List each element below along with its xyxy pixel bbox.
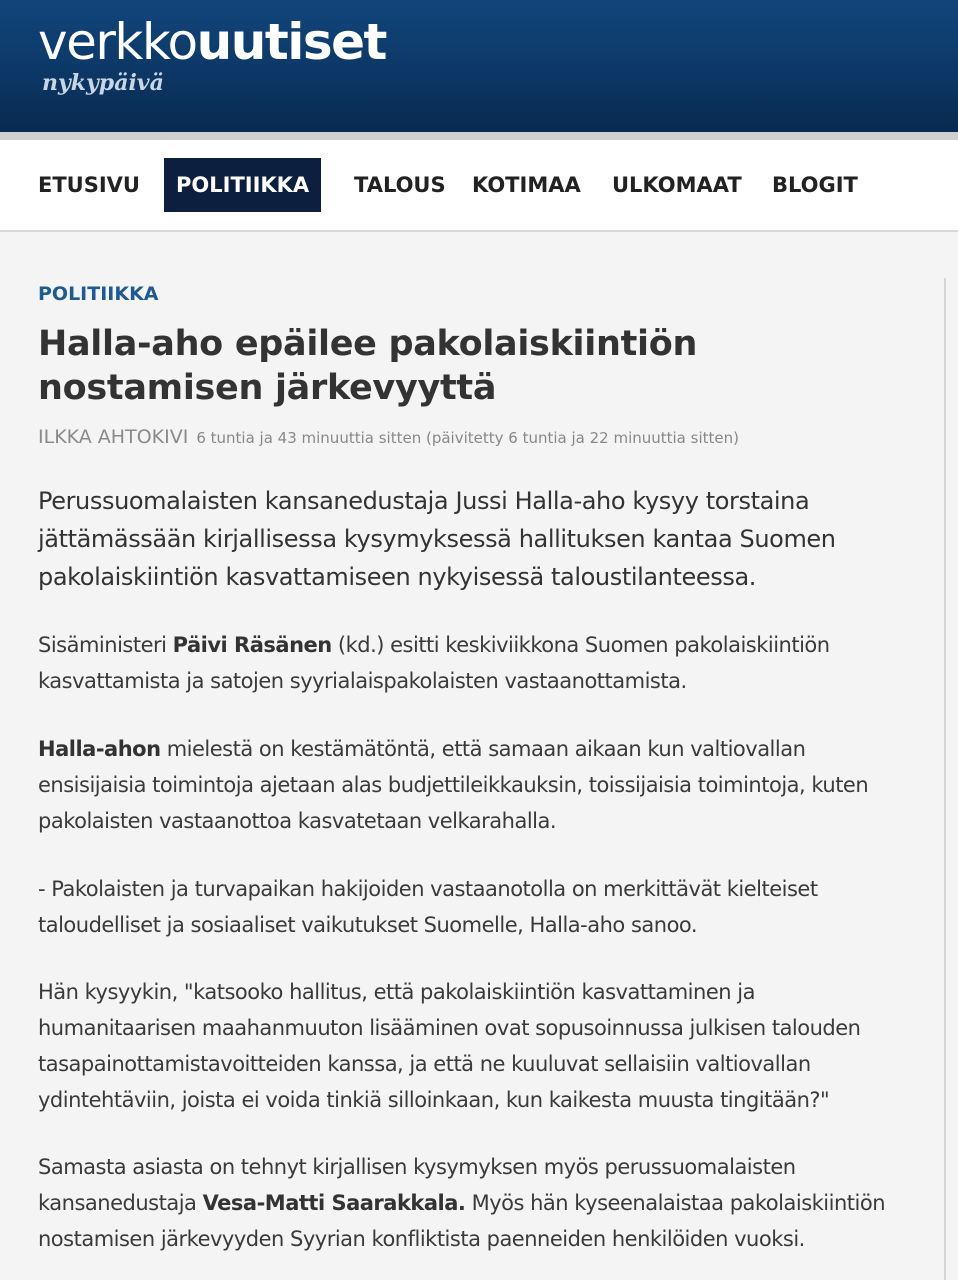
site-logo[interactable] xyxy=(38,12,386,72)
nav-item-ulkomaat[interactable]: ULKOMAAT xyxy=(612,173,742,197)
site-subbrand: nykypäivä xyxy=(42,70,164,96)
logo-text-bold: uutiset xyxy=(196,13,386,71)
paragraph-text: Sisäministeri xyxy=(38,633,173,657)
nav-item-kotimaa[interactable]: KOTIMAA xyxy=(472,173,581,197)
nav-item-blogit[interactable]: BLOGIT xyxy=(772,173,858,197)
logo-text-light: verkko xyxy=(38,13,197,71)
article-paragraph-1 xyxy=(38,627,918,699)
paragraph-text: Samasta asiasta on tehnyt kirjallisen kysymyksen myös perussuomalaisten kansanedustaja xyxy=(38,1155,796,1215)
person-name: Vesa-Matti Saarakkala. xyxy=(202,1191,466,1215)
nav-item-talous[interactable]: TALOUS xyxy=(354,173,446,197)
article-byline xyxy=(38,426,938,448)
person-name: Halla-ahon xyxy=(38,737,161,761)
person-name: Päivi Räsänen xyxy=(172,633,332,657)
article-lead: Perussuomalaisten kansanedustaja Jussi Halla-aho kysyy torstaina jättämässään kirjallisessa kysymyksessä hallituksen kantaa Suomen pakolaiskiintiön kasvattamiseen nykyisessä taloustilanteessa. xyxy=(38,487,836,591)
nav-item-etusivu[interactable]: ETUSIVU xyxy=(38,173,140,197)
paragraph-text: Myös hän kyseenalaistaa pakolaiskiintiön nostamisen järkevyyden Syyrian konfliktista paenneiden henkilöiden vuoksi. xyxy=(38,1191,885,1251)
article-paragraph-4: Hän kysyykin, "katsooko hallitus, että pakolaiskiintiön kasvattaminen ja humanitaarisen maahanmuuton lisääminen ovat sopusoinnussa julkisen talouden tasapainottamistavoitteiden kanssa, ja että ne kuuluvat sellaisiin valtiovallan ydintehtäviin, joista ei voida tinkiä silloinkaan, kun kaikesta muusta tingitään?" xyxy=(38,980,861,1112)
article-timestamp: 6 tuntia ja 43 minuuttia sitten (päivitetty 6 tuntia ja 22 minuuttia sitten) xyxy=(196,429,739,447)
article-paragraph-5 xyxy=(38,1149,918,1257)
article-paragraph-2 xyxy=(38,731,918,839)
site-header xyxy=(0,0,958,132)
header-divider xyxy=(0,132,958,140)
article-category[interactable]: POLITIIKKA xyxy=(38,283,159,305)
content-side-rule xyxy=(944,278,946,1280)
article-author[interactable]: ILKKA AHTOKIVI xyxy=(38,426,189,448)
article-paragraph-3: - Pakolaisten ja turvapaikan hakijoiden vastaanotolla on merkittävät kielteiset taloudelliset ja sosiaaliset vaikutukset Suomelle, Halla-aho sanoo. xyxy=(38,877,818,937)
main-navigation xyxy=(0,140,958,232)
paragraph-text: (kd.) esitti keskiviikkona Suomen pakolaiskiintiön kasvattamista ja satojen syyrialaispakolaisten vastaanottamista. xyxy=(38,633,830,693)
nav-item-politiikka[interactable]: POLITIIKKA xyxy=(164,158,321,212)
paragraph-text: mielestä on kestämätöntä, että samaan aikaan kun valtiovallan ensisijaisia toimintoja ajetaan alas budjettileikkauksin, toissijaisia toimintoja, kuten pakolaisten vastaanottoa kasvatetaan velkarahalla. xyxy=(38,737,869,833)
article-title: Halla-aho epäilee pakolaiskiintiön nostamisen järkevyyttä xyxy=(38,324,698,408)
